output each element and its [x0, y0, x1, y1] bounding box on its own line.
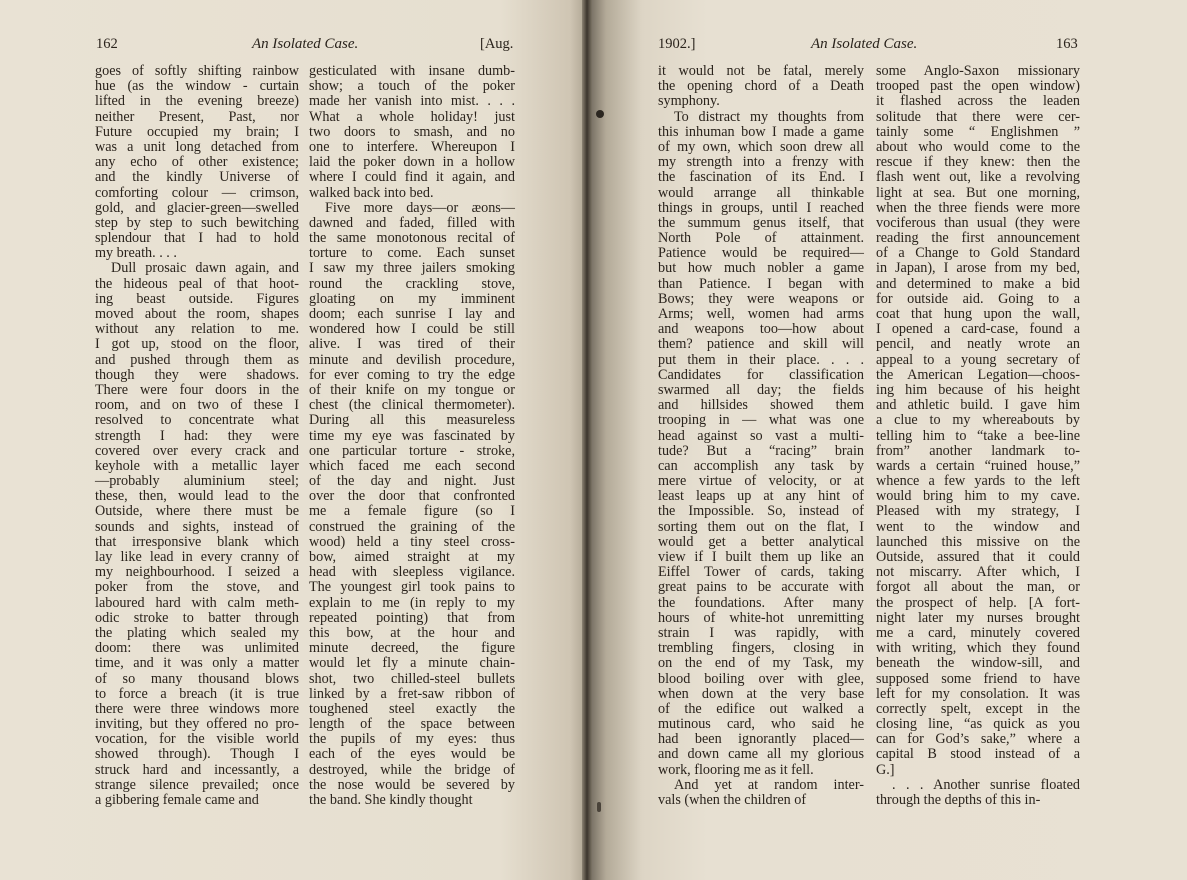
text-line: comforting colour — crimson,: [95, 184, 299, 201]
text-line: these, then, would lead to the: [95, 488, 299, 505]
text-line: sorting them out on the flat, I: [658, 518, 864, 535]
text-line: Patience would be required—: [658, 245, 864, 262]
text-line: Arms; well, women had arms: [658, 306, 864, 322]
text-line: bow, aimed straight at my: [309, 549, 515, 565]
text-line: hue (as the window - curtain: [95, 78, 299, 95]
text-line: blood boiling over with glee,: [658, 670, 864, 687]
text-line: wood) held a tiny steel cross-: [309, 533, 515, 550]
text-line: about who would come to the: [876, 138, 1080, 155]
text-column-left-1: [95, 64, 299, 808]
text-line: and down came all my glorious: [658, 746, 864, 763]
text-line: the prospect of help. [A fort-: [876, 594, 1080, 611]
text-line: not miscarry. After which, I: [876, 564, 1080, 581]
text-line: vals (when the children of: [658, 792, 807, 808]
text-line: the opening chord of a Death: [658, 78, 864, 95]
text-line: resolved to concentrate what: [95, 412, 299, 429]
text-line: and athletic build. I gave him: [876, 397, 1080, 414]
text-line: one to interfere. Whereupon I: [309, 138, 515, 155]
text-line: coat that hung upon the wall,: [876, 306, 1080, 322]
text-line: of so many thousand blows: [95, 670, 299, 687]
text-line: went to the window and: [876, 518, 1080, 535]
text-line: supposed some friend to have: [876, 670, 1080, 687]
text-line: dawned and faded, filled with: [309, 214, 515, 231]
text-line: strength I had: they were: [95, 427, 299, 444]
page-number: 162: [96, 36, 118, 52]
text-line: construed the graining of the: [309, 518, 515, 535]
text-line: with writing, which they found: [876, 640, 1080, 657]
text-line: the fascination of its End. I: [658, 169, 864, 186]
text-line: each of the eyes would be: [309, 746, 515, 763]
text-line: Future occupied my brain; I: [95, 123, 299, 140]
text-column-right-1: [658, 64, 864, 808]
text-line: I saw my three jailers smoking: [309, 260, 515, 277]
text-line: . . . Another sunrise floated: [892, 776, 1080, 793]
text-line: of their knife on my tongue or: [309, 381, 515, 398]
text-line: doom: there was unlimited: [95, 640, 299, 657]
text-line: lifted in the evening breeze): [95, 93, 299, 110]
date-mark: [Aug.: [480, 36, 514, 52]
text-line: rescue if they knew: then the: [876, 154, 1080, 171]
text-line: trooping in — what was one: [658, 412, 864, 429]
text-line: trembling fingers, closing in: [658, 640, 864, 657]
page-number: 163: [1056, 36, 1078, 52]
text-line: view if I built them up like an: [658, 549, 864, 565]
text-line: time, and it was only a matter: [95, 655, 299, 672]
text-line: —probably aluminium steel;: [95, 473, 299, 490]
text-line: To distract my thoughts from: [674, 108, 864, 125]
text-line: put them in their place. . . .: [658, 351, 864, 368]
text-line: round the crackling stove,: [309, 275, 515, 292]
text-line: minute and devilish procedure,: [309, 351, 515, 368]
text-line: And yet at random inter-: [674, 776, 864, 793]
text-line: would bring him to my cave.: [876, 488, 1080, 505]
text-line: laid the poker down in a hollow: [309, 154, 515, 171]
text-line: North Pole of attainment.: [658, 230, 864, 247]
text-line: alive. I was tired of their: [309, 336, 515, 353]
text-line: linked by a fret-saw ribbon of: [309, 685, 515, 702]
text-line: two doors to smash, and no: [309, 123, 515, 140]
text-line: when the three fiends were more: [876, 199, 1080, 216]
text-line: the band. She kindly thought: [309, 792, 473, 808]
text-line: whence a few yards to the left: [876, 473, 1080, 490]
running-title: An Isolated Case.: [811, 36, 918, 52]
text-line: gloating on my imminent: [309, 290, 515, 307]
text-line: neither Present, Past, nor: [95, 108, 299, 125]
text-line: would arrange all thinkable: [658, 184, 864, 201]
text-line: minute decreed, the figure: [309, 640, 515, 657]
text-line: them? patience and skill will: [658, 336, 864, 353]
text-line: where I could find it again, and: [309, 169, 515, 186]
text-column-left-2: [309, 64, 515, 808]
text-line: trooped past the open window): [876, 78, 1080, 95]
text-line: wards a certain “ruined house,”: [876, 457, 1080, 474]
text-line: Five more days—or æons—: [325, 199, 515, 216]
binding-hole: [596, 110, 604, 118]
text-line: that irresponsive blank which: [95, 533, 299, 550]
text-line: and hillsides showed them: [658, 397, 864, 414]
text-line: splendour that I had to hold: [95, 230, 299, 247]
text-line: and weapons too—how about: [658, 321, 864, 338]
text-line: least leaps up at any hint of: [658, 488, 864, 505]
text-line: on the end of my Task, my: [658, 655, 864, 672]
text-line: it flashed across the leaden: [876, 93, 1080, 110]
text-line: some Anglo-Saxon missionary: [876, 63, 1080, 79]
text-line: G.]: [876, 761, 895, 778]
text-line: the Impossible. So, instead of: [658, 503, 864, 520]
text-line: this inhuman bow I made a game: [658, 123, 864, 140]
text-line: for outside aid. Going to a: [876, 290, 1080, 307]
text-line: when down at the very base: [658, 685, 864, 702]
text-line: Outside, assured that it could: [876, 549, 1080, 565]
text-line: inviting, but they offered no pro-: [95, 716, 299, 733]
text-line: repeated pointing) that from: [309, 609, 515, 626]
text-line: the pupils of my eyes: thus: [309, 731, 515, 748]
text-line: lay like lead in every cranny of: [95, 549, 299, 565]
text-line: gesticulated with insane dumb-: [309, 63, 515, 79]
binding-hole: [597, 802, 601, 812]
text-line: this bow, at the hour and: [309, 624, 515, 641]
text-line: can for God’s sake,” where a: [876, 731, 1080, 748]
text-line: strain I was rapidly, with: [658, 624, 864, 641]
text-line: the plating which sealed my: [95, 624, 299, 641]
text-line: laboured hard with calm meth-: [95, 594, 299, 611]
text-line: toughened steel exactly the: [309, 700, 515, 717]
text-line: mutinous card, who said he: [658, 716, 864, 733]
text-line: there were three windows more: [95, 700, 299, 717]
text-line: vociferous than usual (they were: [876, 214, 1080, 231]
text-line: would let fly a minute chain-: [309, 655, 515, 672]
text-line: flash went out, like a revolving: [876, 169, 1080, 186]
text-line: a gibbering female came and: [95, 792, 259, 808]
text-line: chest (the clinical thermometer).: [309, 397, 515, 414]
text-line: from” another landmark to-: [876, 442, 1080, 459]
text-line: me a female figure (so I: [309, 503, 515, 520]
text-line: capital B stood instead of a: [876, 746, 1080, 763]
text-line: than Patience. I began with: [658, 275, 864, 292]
text-line: tainly some “ Englishmen ”: [876, 123, 1080, 140]
text-line: walked back into bed.: [309, 184, 434, 201]
text-line: solitude that there were cer-: [876, 108, 1080, 125]
text-line: left for my consolation. It was: [876, 685, 1080, 702]
text-line: closing line, “as quick as you: [876, 716, 1080, 733]
text-line: room, and on two of these I: [95, 397, 299, 414]
text-line: my strength into a frenzy with: [658, 154, 864, 171]
text-line: beneath the window-sill, and: [876, 655, 1080, 672]
text-line: had been ignorantly placed—: [658, 731, 864, 748]
text-line: great pains to be accurate with: [658, 579, 864, 596]
text-line: Pleased with my strategy, I: [876, 503, 1080, 520]
text-line: tude? But a “racing” brain: [658, 442, 864, 459]
text-line: the foundations. After many: [658, 594, 864, 611]
text-line: for ever coming to try the edge: [309, 366, 515, 383]
running-title: An Isolated Case.: [252, 36, 359, 52]
text-line: but how much nobler a game: [658, 260, 864, 277]
text-line: of a Change to Gold Standard: [876, 245, 1080, 262]
text-line: head with sleepless vigilance.: [309, 564, 515, 581]
text-line: one particular torture - stroke,: [309, 442, 515, 459]
text-line: Outside, where there must be: [95, 503, 299, 520]
text-line: There were four doors in the: [95, 381, 299, 398]
text-line: the American Legation—choos-: [876, 366, 1080, 383]
text-line: pencil, and neatly wrote an: [876, 336, 1080, 353]
text-line: and the kindly Universe of: [95, 169, 299, 186]
text-line: without any relation to me.: [95, 321, 299, 338]
text-line: show; a touch of the poker: [309, 78, 515, 95]
text-line: made her vanish into mist. . . .: [309, 93, 515, 110]
text-line: me a card, minutely covered: [876, 624, 1080, 641]
text-line: ing beast outside. Figures: [95, 290, 299, 307]
text-line: strange silence prevailed; once: [95, 776, 299, 793]
text-line: light at sea. But one morning,: [876, 184, 1080, 201]
text-line: a clue to my whereabouts by: [876, 412, 1080, 429]
right-page: [588, 0, 1187, 880]
text-line: length of the space between: [309, 716, 515, 733]
text-line: head against so vast a multi-: [658, 427, 864, 444]
text-line: Dull prosaic dawn again, and: [111, 260, 299, 277]
text-line: and determined to make a bid: [876, 275, 1080, 292]
text-line: struck hard and incessantly, a: [95, 761, 299, 778]
text-line: Eiffel Tower of cards, taking: [658, 564, 864, 581]
text-line: reading the first announcement: [876, 230, 1080, 247]
text-line: doom; each sunrise I lay and: [309, 306, 515, 322]
text-line: correctly spelt, except in the: [876, 700, 1080, 717]
text-line: time my eye was fascinated by: [309, 427, 515, 444]
text-line: What a whole holiday! just: [309, 108, 515, 125]
text-line: any echo of other existence;: [95, 154, 299, 171]
text-line: step by step to such bewitching: [95, 214, 299, 231]
book-gutter: [582, 0, 592, 880]
text-line: over the door that confronted: [309, 488, 515, 505]
text-line: gold, and glacier-green—swelled: [95, 199, 299, 216]
text-line: the summum genus itself, that: [658, 214, 864, 231]
text-line: symphony.: [658, 93, 720, 110]
text-line: would get a better analytical: [658, 533, 864, 550]
text-line: my breath. . . .: [95, 245, 177, 262]
text-line: of the day and night. Just: [309, 473, 515, 490]
text-line: of my own, which soon drew all: [658, 138, 864, 155]
text-line: torture to come. Each sunset: [309, 245, 515, 262]
text-line: hours of white-hot unremitting: [658, 609, 864, 626]
text-line: the hideous peal of that hoot-: [95, 275, 299, 292]
text-line: telling him to “take a bee-line: [876, 427, 1080, 444]
left-page: [0, 0, 588, 880]
text-line: I got up, stood on the floor,: [95, 336, 299, 353]
text-line: to force a breach (it is true: [95, 685, 299, 702]
text-line: night later my nurses brought: [876, 609, 1080, 626]
text-line: and pushed through them as: [95, 351, 299, 368]
text-line: The youngest girl took pains to: [309, 579, 515, 596]
text-line: showed through). Though I: [95, 746, 299, 763]
text-line: appeal to a young secretary of: [876, 351, 1080, 368]
text-line: forgot all about the man, or: [876, 579, 1080, 596]
text-line: the same monotonous recital of: [309, 230, 515, 247]
text-line: though they were shadows.: [95, 366, 299, 383]
text-line: covered over every crack and: [95, 442, 299, 459]
text-line: was a unit long detached from: [95, 138, 299, 155]
text-line: my neighbourhood. I seized a: [95, 564, 299, 581]
text-line: Bows; they were weapons or: [658, 290, 864, 307]
text-line: moved about the room, shapes: [95, 306, 299, 322]
text-line: Candidates for classification: [658, 366, 864, 383]
text-line: odic stroke to batter through: [95, 609, 299, 626]
text-line: work, flooring me as it fell.: [658, 761, 814, 778]
text-line: launched this missive on the: [876, 533, 1080, 550]
text-line: destroyed, while the bridge of: [309, 761, 515, 778]
text-line: the nose would be severed by: [309, 776, 515, 793]
text-line: I opened a card-case, found a: [876, 321, 1080, 338]
text-line: can accomplish any task by: [658, 457, 864, 474]
text-line: keyhole with a metallic layer: [95, 457, 299, 474]
text-line: poker from the stove, and: [95, 579, 299, 596]
text-line: vocation, for the visible world: [95, 731, 299, 748]
text-line: which faced me each second: [309, 457, 515, 474]
text-line: things in groups, until I reached: [658, 199, 864, 216]
text-line: through the depths of this in-: [876, 792, 1041, 808]
text-line: of the edifice out walked a: [658, 700, 864, 717]
text-line: shot, two chilled-steel bullets: [309, 670, 515, 687]
text-line: goes of softly shifting rainbow: [95, 63, 299, 79]
date-mark: 1902.]: [658, 36, 696, 52]
text-line: During all this measureless: [309, 412, 515, 429]
text-line: explain to me (in reply to my: [309, 594, 515, 611]
text-line: in Japan), I arose from my bed,: [876, 260, 1080, 277]
text-line: it would not be fatal, merely: [658, 63, 864, 79]
text-line: mere virtue of velocity, or at: [658, 473, 864, 490]
text-line: ing him because of his height: [876, 381, 1080, 398]
text-column-right-2: [876, 64, 1080, 808]
text-line: sounds and sights, instead of: [95, 518, 299, 535]
text-line: wondered how I could be still: [309, 321, 515, 338]
text-line: swarmed all day; the fields: [658, 381, 864, 398]
